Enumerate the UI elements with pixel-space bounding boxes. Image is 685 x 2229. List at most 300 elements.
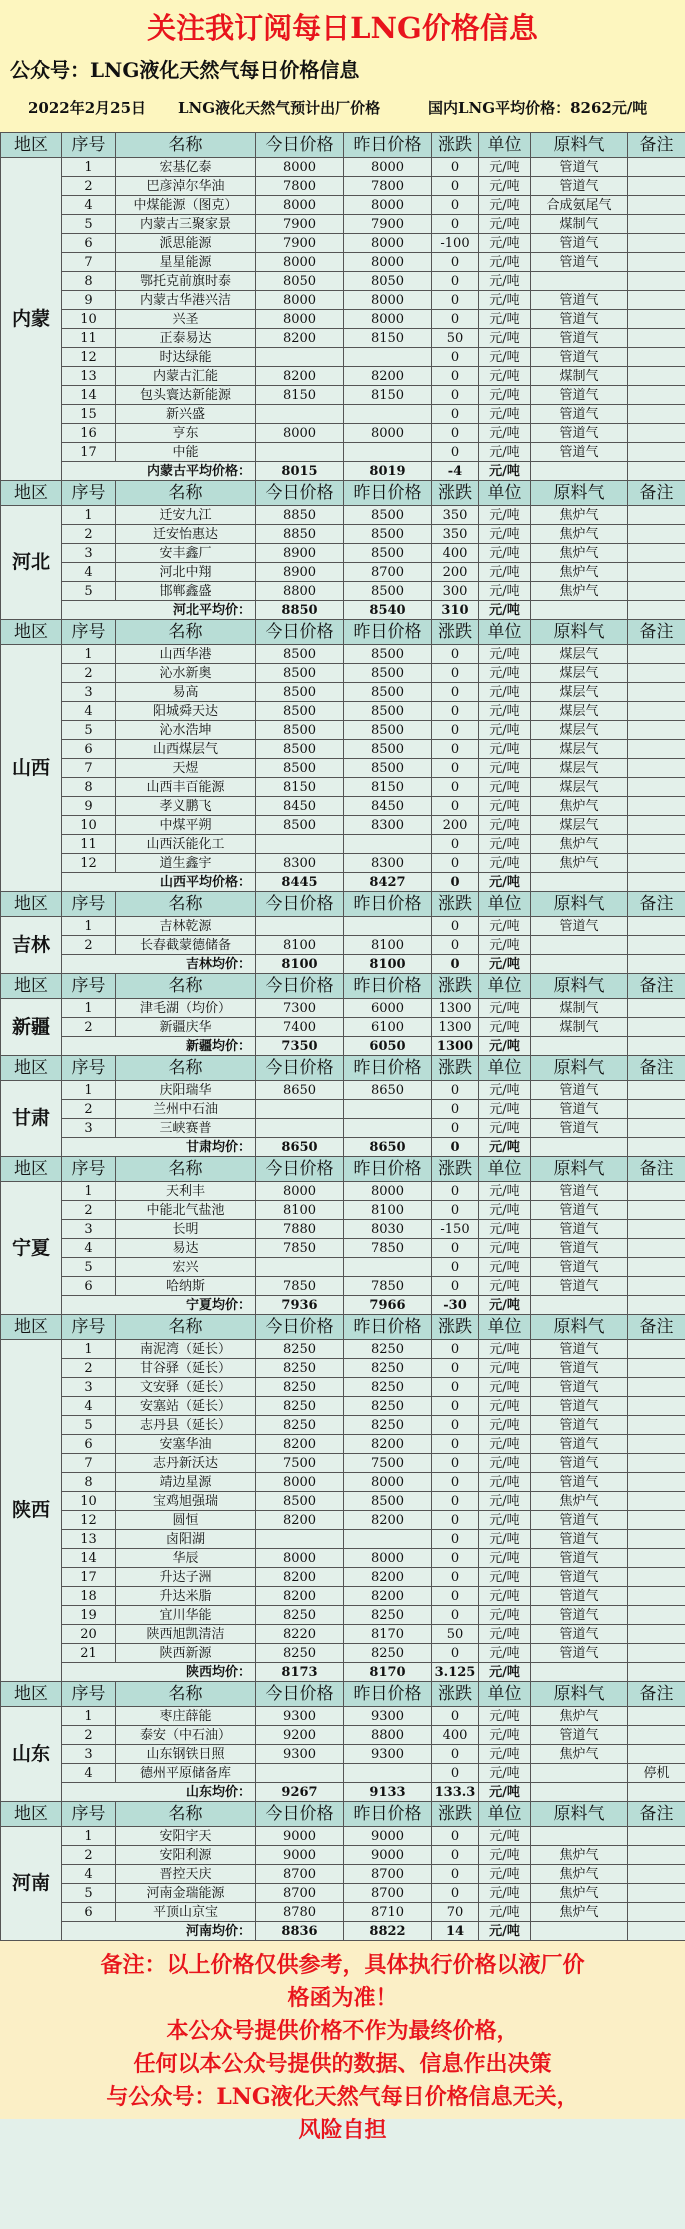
row-unit: 元/吨 (479, 740, 531, 759)
row-today-price: 8250 (256, 1340, 344, 1359)
row-note (628, 1726, 685, 1745)
header-today: 今日价格 (256, 1682, 344, 1707)
header-name: 名称 (116, 620, 256, 645)
row-note (628, 563, 685, 582)
average-yesterday: 9133 (344, 1783, 432, 1802)
header-change: 涨跌 (432, 133, 479, 158)
header-change: 涨跌 (432, 481, 479, 506)
average-label: 内蒙古平均价格： (62, 462, 256, 481)
header-yesterday: 昨日价格 (344, 1802, 432, 1827)
column-header-row (1, 133, 685, 158)
row-unit: 元/吨 (479, 1903, 531, 1922)
header-region: 地区 (1, 133, 62, 158)
row-feedgas: 煤制气 (531, 999, 628, 1018)
average-note (628, 1138, 685, 1157)
row-yesterday-price: 8500 (344, 683, 432, 702)
row-yesterday-price: 8000 (344, 291, 432, 310)
row-change: 0 (432, 386, 479, 405)
header-unit: 单位 (479, 620, 531, 645)
average-today: 8100 (256, 955, 344, 974)
row-index: 10 (62, 1492, 116, 1511)
average-today: 7350 (256, 1037, 344, 1056)
table-row (1, 1903, 685, 1922)
table-row (1, 424, 685, 443)
row-feedgas: 管道气 (531, 1587, 628, 1606)
row-change: 0 (432, 1182, 479, 1201)
header-region: 地区 (1, 1315, 62, 1340)
average-note (628, 1663, 685, 1682)
row-yesterday-price: 8200 (344, 1587, 432, 1606)
row-change: 0 (432, 740, 479, 759)
table-row (1, 664, 685, 683)
header-change: 涨跌 (432, 1682, 479, 1707)
header-unit: 单位 (479, 1056, 531, 1081)
row-feedgas: 焦炉气 (531, 835, 628, 854)
header-unit: 单位 (479, 1157, 531, 1182)
row-note (628, 582, 685, 601)
row-yesterday-price: 8800 (344, 1726, 432, 1745)
row-feedgas: 焦炉气 (531, 1745, 628, 1764)
row-change: 0 (432, 1378, 479, 1397)
header-yesterday: 昨日价格 (344, 1056, 432, 1081)
row-today-price: 9000 (256, 1846, 344, 1865)
average-unit: 元/吨 (479, 873, 531, 892)
average-yesterday: 8540 (344, 601, 432, 620)
table-row (1, 544, 685, 563)
average-row (1, 1037, 685, 1056)
row-change: -100 (432, 234, 479, 253)
row-feedgas: 管道气 (531, 1416, 628, 1435)
table-row (1, 1018, 685, 1037)
average-change: 14 (432, 1922, 479, 1941)
row-note (628, 1606, 685, 1625)
row-unit: 元/吨 (479, 778, 531, 797)
average-note (628, 462, 685, 481)
row-feedgas: 焦炉气 (531, 1884, 628, 1903)
average-note (628, 1037, 685, 1056)
row-yesterday-price: 8450 (344, 797, 432, 816)
disclaimer-line: 任何以本公众号提供的数据、信息作出决策 (133, 2051, 552, 2077)
table-row (1, 1884, 685, 1903)
row-feedgas: 管道气 (531, 1606, 628, 1625)
row-today-price: 9200 (256, 1726, 344, 1745)
average-today: 8836 (256, 1922, 344, 1941)
row-note (628, 348, 685, 367)
row-yesterday-price: 8710 (344, 1903, 432, 1922)
row-index: 1 (62, 1340, 116, 1359)
row-yesterday-price: 8250 (344, 1397, 432, 1416)
row-name: 志丹县（延长） (116, 1416, 256, 1435)
row-today-price: 8000 (256, 291, 344, 310)
row-index: 1 (62, 1182, 116, 1201)
average-change: 310 (432, 601, 479, 620)
table-row (1, 310, 685, 329)
row-index: 8 (62, 272, 116, 291)
column-header-row (1, 481, 685, 506)
row-feedgas: 管道气 (531, 310, 628, 329)
row-name: 孝义鹏飞 (116, 797, 256, 816)
report-date: 2022年2月25日 (28, 99, 147, 117)
table-row (1, 854, 685, 873)
row-change: 0 (432, 272, 479, 291)
row-yesterday-price: 8500 (344, 582, 432, 601)
row-feedgas: 管道气 (531, 1119, 628, 1138)
row-note (628, 1258, 685, 1277)
row-unit: 元/吨 (479, 443, 531, 462)
header-region: 地区 (1, 1802, 62, 1827)
row-index: 4 (62, 1239, 116, 1258)
table-row (1, 1764, 685, 1783)
row-name: 山西沃能化工 (116, 835, 256, 854)
row-index: 7 (62, 253, 116, 272)
header-change: 涨跌 (432, 1802, 479, 1827)
table-row (1, 1568, 685, 1587)
row-note (628, 1530, 685, 1549)
row-unit: 元/吨 (479, 1587, 531, 1606)
row-note (628, 1119, 685, 1138)
row-change: 0 (432, 1764, 479, 1783)
row-today-price: 7400 (256, 1018, 344, 1037)
row-today-price: 8850 (256, 506, 344, 525)
row-feedgas: 煤层气 (531, 702, 628, 721)
column-header-row (1, 974, 685, 999)
row-today-price: 8500 (256, 816, 344, 835)
row-unit: 元/吨 (479, 1549, 531, 1568)
row-feedgas: 焦炉气 (531, 854, 628, 873)
row-index: 5 (62, 1258, 116, 1277)
row-unit: 元/吨 (479, 1378, 531, 1397)
average-row (1, 1663, 685, 1682)
row-today-price: 8700 (256, 1884, 344, 1903)
row-name: 道生鑫宇 (116, 854, 256, 873)
row-name: 卤阳湖 (116, 1530, 256, 1549)
row-note (628, 1100, 685, 1119)
row-index: 2 (62, 1201, 116, 1220)
average-feedgas (531, 955, 628, 974)
average-today: 9267 (256, 1783, 344, 1802)
row-name: 宏兴 (116, 1258, 256, 1277)
row-change: 0 (432, 215, 479, 234)
row-unit: 元/吨 (479, 1340, 531, 1359)
row-note (628, 1884, 685, 1903)
row-yesterday-price: 8200 (344, 1568, 432, 1587)
row-change: 0 (432, 835, 479, 854)
row-today-price: 8000 (256, 158, 344, 177)
row-name: 南泥湾（延长） (116, 1340, 256, 1359)
row-yesterday-price (344, 1100, 432, 1119)
row-note (628, 1473, 685, 1492)
row-note: 停机 (628, 1764, 685, 1783)
row-yesterday-price: 8650 (344, 1081, 432, 1100)
row-name: 沁水浩坤 (116, 721, 256, 740)
row-unit: 元/吨 (479, 1397, 531, 1416)
table-row (1, 1119, 685, 1138)
row-name: 正泰易达 (116, 329, 256, 348)
row-unit: 元/吨 (479, 348, 531, 367)
row-today-price: 8000 (256, 424, 344, 443)
row-index: 9 (62, 291, 116, 310)
row-change: 0 (432, 1707, 479, 1726)
row-today-price: 8200 (256, 329, 344, 348)
row-unit: 元/吨 (479, 1277, 531, 1296)
row-change: 0 (432, 1201, 479, 1220)
row-unit: 元/吨 (479, 1726, 531, 1745)
average-change: 0 (432, 955, 479, 974)
row-change: 0 (432, 1568, 479, 1587)
average-yesterday: 8427 (344, 873, 432, 892)
row-today-price: 8250 (256, 1416, 344, 1435)
row-feedgas: 管道气 (531, 1397, 628, 1416)
row-yesterday-price: 8030 (344, 1220, 432, 1239)
row-index: 6 (62, 1903, 116, 1922)
header-note: 备注 (628, 974, 685, 999)
average-today: 8650 (256, 1138, 344, 1157)
row-today-price: 8200 (256, 1587, 344, 1606)
row-today-price: 8500 (256, 664, 344, 683)
row-note (628, 1492, 685, 1511)
row-note (628, 721, 685, 740)
row-note (628, 158, 685, 177)
row-unit: 元/吨 (479, 1745, 531, 1764)
row-index: 7 (62, 759, 116, 778)
row-yesterday-price: 9000 (344, 1827, 432, 1846)
table-row (1, 1625, 685, 1644)
row-feedgas: 管道气 (531, 443, 628, 462)
row-unit: 元/吨 (479, 215, 531, 234)
row-yesterday-price: 8300 (344, 854, 432, 873)
row-change: 0 (432, 1119, 479, 1138)
row-unit: 元/吨 (479, 1018, 531, 1037)
row-today-price: 8000 (256, 253, 344, 272)
row-name: 甘谷驿（延长） (116, 1359, 256, 1378)
row-change: 0 (432, 1100, 479, 1119)
row-note (628, 740, 685, 759)
row-feedgas: 煤层气 (531, 721, 628, 740)
header-index: 序号 (62, 1056, 116, 1081)
row-feedgas: 管道气 (531, 1625, 628, 1644)
header-change: 涨跌 (432, 974, 479, 999)
row-note (628, 664, 685, 683)
row-note (628, 367, 685, 386)
row-yesterday-price (344, 348, 432, 367)
row-unit: 元/吨 (479, 1492, 531, 1511)
table-row (1, 405, 685, 424)
row-name: 陕西旭凯清洁 (116, 1625, 256, 1644)
table-row (1, 367, 685, 386)
row-name: 陕西新源 (116, 1644, 256, 1663)
row-name: 山西华港 (116, 645, 256, 664)
average-yesterday: 6050 (344, 1037, 432, 1056)
row-today-price: 7850 (256, 1277, 344, 1296)
region-name: 山东 (1, 1707, 62, 1802)
row-note (628, 1707, 685, 1726)
row-feedgas: 管道气 (531, 329, 628, 348)
header-unit: 单位 (479, 1315, 531, 1340)
row-unit: 元/吨 (479, 1606, 531, 1625)
row-name: 三峡赛普 (116, 1119, 256, 1138)
average-label: 河北平均价： (62, 601, 256, 620)
row-unit: 元/吨 (479, 683, 531, 702)
row-today-price: 8250 (256, 1606, 344, 1625)
row-unit: 元/吨 (479, 1884, 531, 1903)
row-today-price: 8000 (256, 1182, 344, 1201)
average-feedgas (531, 1922, 628, 1941)
average-feedgas (531, 873, 628, 892)
average-label: 甘肃均价： (62, 1138, 256, 1157)
row-today-price: 8050 (256, 272, 344, 291)
row-yesterday-price: 8100 (344, 936, 432, 955)
row-name: 中能 (116, 443, 256, 462)
table-row (1, 177, 685, 196)
average-feedgas (531, 1138, 628, 1157)
average-feedgas (531, 1663, 628, 1682)
row-index: 17 (62, 443, 116, 462)
header-index: 序号 (62, 481, 116, 506)
row-unit: 元/吨 (479, 645, 531, 664)
row-feedgas: 管道气 (531, 1340, 628, 1359)
row-name: 内蒙古三聚家景 (116, 215, 256, 234)
row-note (628, 1239, 685, 1258)
row-note (628, 1587, 685, 1606)
row-name: 泰安（中石油） (116, 1726, 256, 1745)
row-today-price: 8500 (256, 683, 344, 702)
region-name: 宁夏 (1, 1182, 62, 1315)
row-today-price: 8250 (256, 1359, 344, 1378)
row-unit: 元/吨 (479, 506, 531, 525)
row-unit: 元/吨 (479, 1182, 531, 1201)
row-name: 阳城舜天达 (116, 702, 256, 721)
row-index: 5 (62, 1884, 116, 1903)
row-yesterday-price: 7850 (344, 1277, 432, 1296)
row-yesterday-price: 8100 (344, 1201, 432, 1220)
row-name: 山东钢铁日照 (116, 1745, 256, 1764)
table-row (1, 1258, 685, 1277)
header-feedgas: 原料气 (531, 481, 628, 506)
row-unit: 元/吨 (479, 664, 531, 683)
row-change: 300 (432, 582, 479, 601)
average-row (1, 1922, 685, 1941)
row-yesterday-price: 8250 (344, 1359, 432, 1378)
header-feedgas: 原料气 (531, 1802, 628, 1827)
average-yesterday: 8170 (344, 1663, 432, 1682)
table-row (1, 1606, 685, 1625)
row-note (628, 443, 685, 462)
row-unit: 元/吨 (479, 1511, 531, 1530)
row-name: 邯郸鑫盛 (116, 582, 256, 601)
average-label: 陕西均价： (62, 1663, 256, 1682)
row-name: 志丹新沃达 (116, 1454, 256, 1473)
header-feedgas: 原料气 (531, 974, 628, 999)
row-unit: 元/吨 (479, 158, 531, 177)
row-today-price: 8250 (256, 1378, 344, 1397)
row-index: 15 (62, 405, 116, 424)
row-yesterday-price (344, 1530, 432, 1549)
row-today-price: 8500 (256, 645, 344, 664)
row-today-price (256, 917, 344, 936)
row-yesterday-price: 8300 (344, 816, 432, 835)
row-unit: 元/吨 (479, 1454, 531, 1473)
average-feedgas (531, 601, 628, 620)
row-change: 0 (432, 253, 479, 272)
row-index: 10 (62, 816, 116, 835)
header-note: 备注 (628, 1315, 685, 1340)
row-feedgas: 管道气 (531, 917, 628, 936)
table-row (1, 215, 685, 234)
row-change: 0 (432, 917, 479, 936)
row-name: 山西煤层气 (116, 740, 256, 759)
row-yesterday-price: 8250 (344, 1644, 432, 1663)
average-row (1, 873, 685, 892)
row-unit: 元/吨 (479, 835, 531, 854)
table-row (1, 443, 685, 462)
row-change: 0 (432, 1530, 479, 1549)
row-yesterday-price: 8500 (344, 702, 432, 721)
column-header-row (1, 1682, 685, 1707)
header-region: 地区 (1, 974, 62, 999)
row-index: 4 (62, 196, 116, 215)
row-today-price (256, 405, 344, 424)
row-feedgas: 焦炉气 (531, 1865, 628, 1884)
row-note (628, 816, 685, 835)
row-note (628, 797, 685, 816)
average-row (1, 1296, 685, 1315)
row-index: 21 (62, 1644, 116, 1663)
table-row (1, 386, 685, 405)
row-note (628, 424, 685, 443)
row-today-price: 8250 (256, 1644, 344, 1663)
table-row (1, 291, 685, 310)
row-today-price: 8200 (256, 1568, 344, 1587)
row-index: 2 (62, 1018, 116, 1037)
row-unit: 元/吨 (479, 936, 531, 955)
row-feedgas: 管道气 (531, 177, 628, 196)
average-row (1, 601, 685, 620)
row-name: 平顶山京宝 (116, 1903, 256, 1922)
row-feedgas: 管道气 (531, 424, 628, 443)
row-today-price (256, 835, 344, 854)
row-today-price: 7300 (256, 999, 344, 1018)
header-today: 今日价格 (256, 1056, 344, 1081)
row-unit: 元/吨 (479, 1568, 531, 1587)
row-note (628, 1846, 685, 1865)
average-yesterday: 7966 (344, 1296, 432, 1315)
row-feedgas: 管道气 (531, 1454, 628, 1473)
row-today-price: 9000 (256, 1827, 344, 1846)
disclaimer-line: 格函为准！ (287, 1985, 398, 2011)
row-unit: 元/吨 (479, 329, 531, 348)
row-note (628, 1018, 685, 1037)
header-name: 名称 (116, 1157, 256, 1182)
row-index: 12 (62, 1511, 116, 1530)
row-index: 2 (62, 664, 116, 683)
header-name: 名称 (116, 481, 256, 506)
average-unit: 元/吨 (479, 1663, 531, 1682)
header-region: 地区 (1, 892, 62, 917)
row-yesterday-price: 8000 (344, 1473, 432, 1492)
table-row (1, 253, 685, 272)
row-index: 1 (62, 1707, 116, 1726)
row-index: 4 (62, 563, 116, 582)
row-note (628, 936, 685, 955)
header-index: 序号 (62, 974, 116, 999)
row-name: 内蒙古华港兴洁 (116, 291, 256, 310)
row-index: 16 (62, 424, 116, 443)
row-index: 6 (62, 1435, 116, 1454)
row-name: 安阳宇天 (116, 1827, 256, 1846)
average-unit: 元/吨 (479, 1783, 531, 1802)
row-note (628, 1549, 685, 1568)
row-name: 安阳利源 (116, 1846, 256, 1865)
